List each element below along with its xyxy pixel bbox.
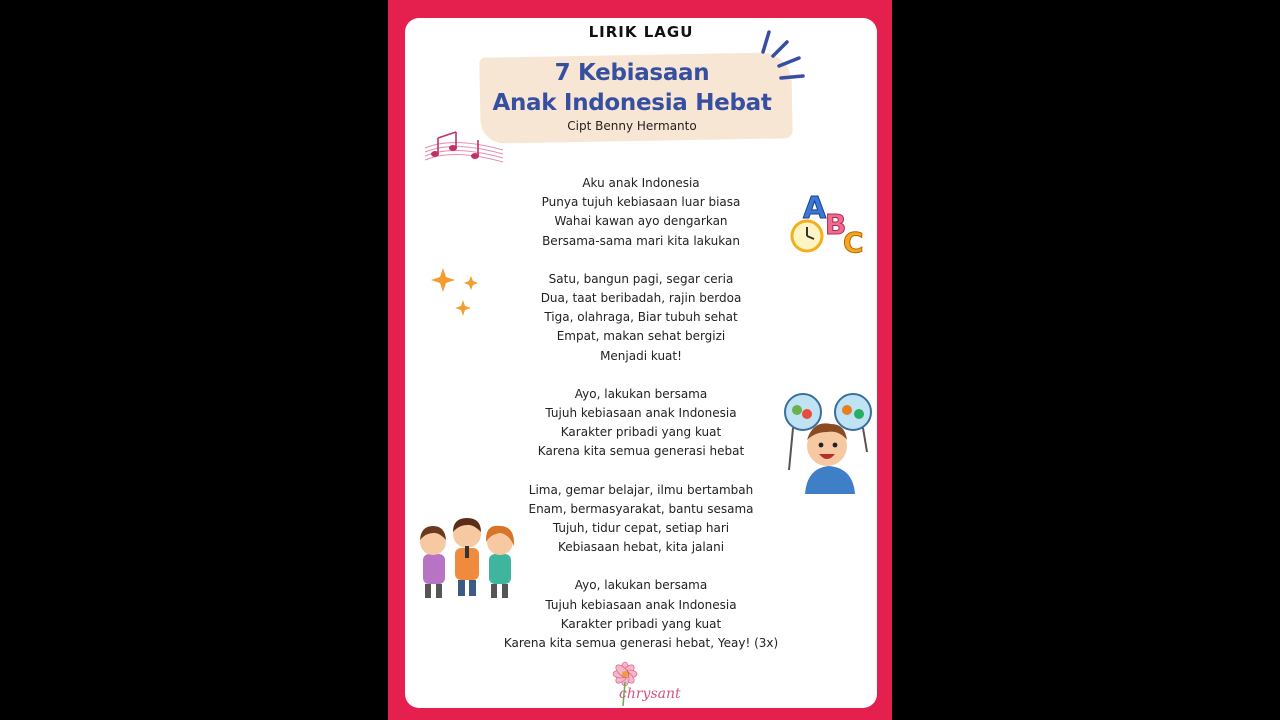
lyric-stanza-1: [465, 174, 817, 251]
lyric-line: Punya tujuh kebiasaan luar biasa: [541, 195, 741, 210]
lyric-line: Tujuh kebiasaan anak Indonesia: [545, 406, 737, 421]
song-title-line-1: 7 Kebiasaan: [554, 60, 710, 86]
lyric-line: Kebiasaan hebat, kita jalani: [557, 540, 725, 555]
lyric-stanza-4: [465, 481, 817, 558]
eyebrow-label: LIRIK LAGU: [588, 23, 694, 41]
lyric-line: Tujuh, tidur cepat, setiap hari: [552, 521, 730, 536]
lyric-poster: [388, 0, 892, 720]
lyric-line: Tiga, olahraga, Biar tubuh sehat: [544, 310, 738, 325]
lyric-stanza-5: [465, 576, 817, 653]
song-title: [475, 58, 789, 118]
svg-text:C: C: [843, 226, 864, 259]
footer-logo-text: chrysant: [619, 686, 681, 702]
svg-text:B: B: [825, 208, 847, 241]
lyric-line: Karakter pribadi yang kuat: [560, 425, 722, 440]
song-title-line-2: Anak Indonesia Hebat: [492, 90, 772, 116]
lyrics: [465, 174, 817, 672]
lyric-line: Wahai kawan ayo dengarkan: [554, 214, 728, 229]
lyric-line: Menjadi kuat!: [600, 348, 682, 363]
svg-text:A: A: [803, 191, 827, 226]
lyric-line: Ayo, lakukan bersama: [574, 386, 708, 401]
lyric-stanza-3: [465, 385, 817, 462]
lyric-line: Tujuh kebiasaan anak Indonesia: [545, 597, 737, 612]
lyric-line: Karena kita semua generasi hebat: [537, 444, 745, 459]
lyric-line: Aku anak Indonesia: [582, 176, 700, 190]
lyric-line: Dua, taat beribadah, rajin berdoa: [540, 291, 742, 306]
lyric-line: Satu, bangun pagi, segar ceria: [548, 271, 734, 286]
lyric-stanza-2: [465, 270, 817, 366]
burst-rays-icon: [757, 28, 813, 88]
lyric-line: Bersama-sama mari kita lakukan: [542, 233, 740, 248]
lyric-line: Ayo, lakukan bersama: [574, 578, 708, 593]
poster-card: [405, 18, 877, 708]
lyric-line: Empat, makan sehat bergizi: [556, 329, 726, 344]
lyric-line: Enam, bermasyarakat, bantu sesama: [528, 501, 754, 516]
music-notes-icon: [423, 126, 505, 168]
lyric-line: Karakter pribadi yang kuat: [560, 616, 722, 631]
song-credit: Cipt Benny Hermanto: [567, 119, 697, 133]
lyric-line: Karena kita semua generasi hebat, Yeay! (3x): [503, 636, 779, 651]
lyric-line: Lima, gemar belajar, ilmu bertambah: [528, 482, 754, 497]
